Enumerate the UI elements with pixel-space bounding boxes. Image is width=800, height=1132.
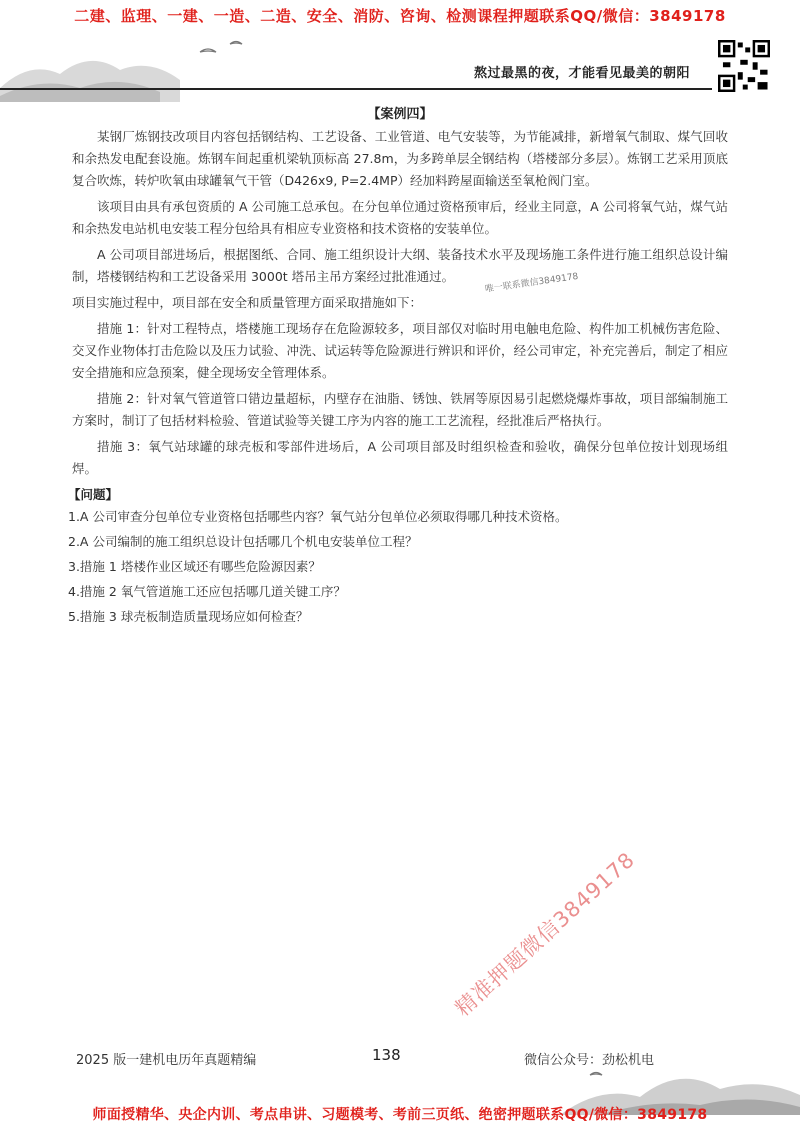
- measure-paragraph: 措施 1：针对工程特点，塔楼施工现场存在危险源较多，项目部仅对临时用电触电危险、构件加工机械伤害危险、交叉作业物体打击危险以及压力试验、冲洗、试运转等危险源进行辨识和评价，经公司审定，补充完善后，制定了相应安全措施和应急预案，健全现场安全管理体系。: [72, 321, 728, 380]
- watermark-small: 唯一联系微信3849178: [484, 271, 579, 295]
- top-contact-banner: 二建、监理、一建、一造、二造、安全、消防、咨询、检测课程押题联系QQ/微信：3849178: [74, 7, 726, 25]
- measure-paragraph: 措施 2：针对氧气管道管口错边量超标，内壁存在油脂、锈蚀、铁屑等原因易引起燃烧爆炸事故，项目部编制施工方案时，制订了包括材料检验、管道试验等关键工序为内容的施工工艺流程，经批准后严格执行。: [72, 391, 728, 428]
- footer-book-title: 2025 版一建机电历年真题精编: [76, 1053, 257, 1068]
- watermark-large: 精准押题微信3849178: [450, 847, 640, 1021]
- question-item: 5.措施 3 球壳板制造质量现场应如何检查？: [68, 609, 309, 624]
- header-motto: 熬过最黑的夜，才能看见最美的朝阳: [473, 66, 690, 81]
- case-paragraph: A 公司项目部进场后，根据图纸、合同、施工组织设计大纲、装备技术水平及现场施工条件进行施工组织总设计编制，塔楼钢结构和工艺设备采用 3000t 塔吊主吊方案经过批准通过。: [72, 247, 728, 284]
- case-content: [68, 100, 728, 631]
- case-paragraph: 某钢厂炼钢技改项目内容包括钢结构、工艺设备、工业管道、电气安装等，为节能减排，新增氧气制取、煤气回收和余热发电配套设施。炼钢车间起重机梁轨顶标高 27.8m，为多跨单层全钢结构（塔楼部分多层）。炼钢工艺采用顶底复合吹炼，转炉吹氧由球罐氧气干管（D426x9, P=2.4MP）经加料跨屋面输送至氧枪阀门室。: [72, 129, 728, 188]
- question-item: 4.措施 2 氧气管道施工还应包括哪几道关键工序？: [68, 584, 346, 599]
- questions-title: 【问题】: [68, 487, 119, 502]
- question-item: 2.A 公司编制的施工组织总设计包括哪几个机电安装单位工程？: [68, 534, 418, 549]
- page-number: 138: [372, 1046, 401, 1064]
- case-paragraph: 该项目由具有承包资质的 A 公司施工总承包。在分包单位通过资格预审后，经业主同意，A 公司将氧气站，煤气站和余热发电站机电安装工程分包给具有相应专业资格和技术资格的安装单位。: [72, 199, 728, 236]
- question-item: 1.A 公司审查分包单位专业资格包括哪些内容？氧气站分包单位必须取得哪几种技术资格。: [68, 509, 568, 524]
- case-paragraph: 项目实施过程中，项目部在安全和质量管理方面采取措施如下：: [72, 295, 423, 310]
- measure-paragraph: 措施 3：氧气站球罐的球壳板和零部件进场后，A 公司项目部及时组织检查和验收，确保分包单位按计划现场组焊。: [72, 439, 728, 476]
- footer-wechat: 微信公众号：劲松机电: [524, 1053, 655, 1068]
- qr-code-icon: [718, 40, 770, 92]
- case-title: 【案例四】: [367, 107, 433, 122]
- bottom-contact-banner: 师面授精华、央企内训、考点串讲、习题模考、考前三页纸、绝密押题联系QQ/微信：3849178: [92, 1107, 708, 1123]
- question-item: 3.措施 1 塔楼作业区域还有哪些危险源因素？: [68, 559, 321, 574]
- header-divider: [0, 88, 712, 90]
